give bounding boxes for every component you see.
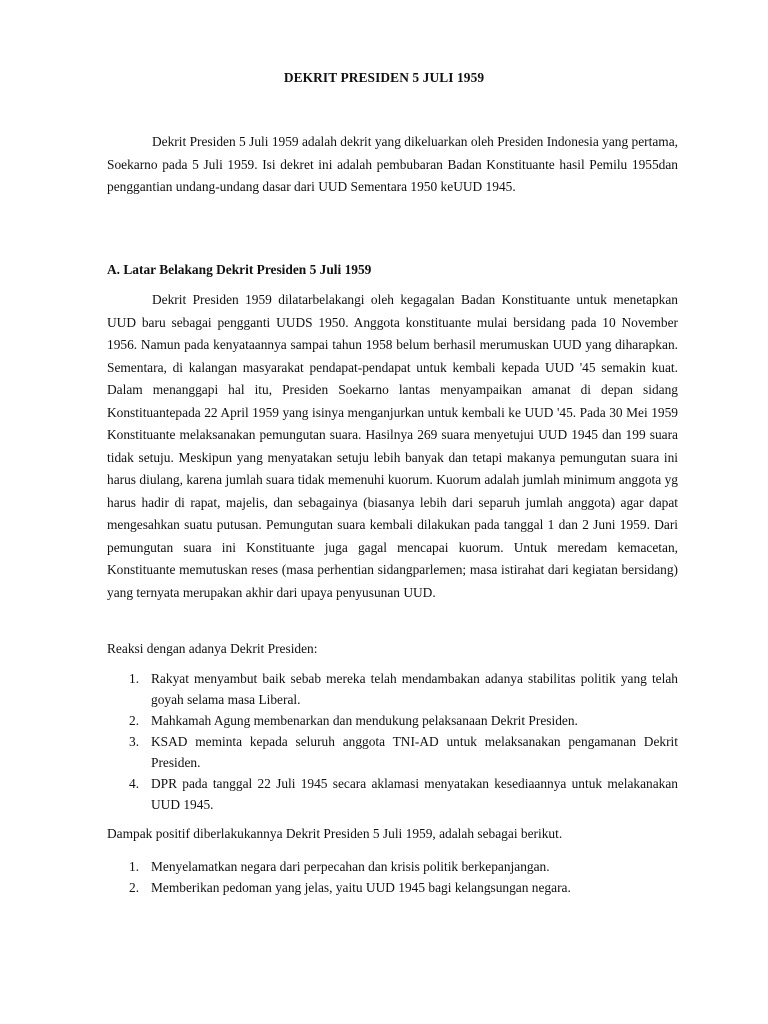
list-item-number: 4. xyxy=(129,776,140,791)
list-item-text: KSAD meminta kepada seluruh anggota TNI-AD untuk melaksanakan pengamanan Dekrit Presiden. xyxy=(151,734,678,770)
intro-paragraph: Dekrit Presiden 5 Juli 1959 adalah dekrit yang dikeluarkan oleh Presiden Indonesia yang pertama, Soekarno pada 5 Juli 1959. Isi dekret ini adalah pembubaran Badan Konstituante hasil Pemilu 1955dan penggantian undang-undang dasar dari UUD Sementara 1950 keUUD 1945. xyxy=(107,134,678,194)
section-a-heading: A. Latar Belakang Dekrit Presiden 5 Juli 1959 xyxy=(107,262,372,277)
intro-paragraph-block xyxy=(107,131,678,199)
section-a-body-block xyxy=(107,289,678,604)
list-item xyxy=(107,773,678,815)
list-item-number: 1. xyxy=(129,859,140,874)
dampak-list xyxy=(107,856,678,898)
reaksi-intro: Reaksi dengan adanya Dekrit Presiden: xyxy=(107,641,318,656)
document-title: DEKRIT PRESIDEN 5 JULI 1959 xyxy=(283,70,485,85)
section-a-paragraph: Dekrit Presiden 1959 dilatarbelakangi oleh kegagalan Badan Konstituante untuk menetapkan UUD baru sebagai pengganti UUDS 1950. Anggota konstituante mulai bersidang pada 10 November 1956. Namun pada kenyataannya sampai tahun 1958 belum berhasil merumuskan UUD yang diharapkan. Sementara, di kalangan masyarakat pendapat-pendapat untuk kembali kepada UUD '45 semakin kuat. Dalam menanggapi hal itu, Presiden Soekarno lantas menyampaikan amanat di depan sidang Konstituantepada 22 April 1959 yang isinya menganjurkan untuk kembali ke UUD '45. Pada 30 Mei 1959 Konstituante melaksanakan pemungutan suara. Hasilnya 269 suara menyetujui UUD 1945 dan 199 suara tidak setuju. Meskipun yang menyatakan setuju lebih banyak dan tetapi makanya pemungutan suara ini harus diulang, karena jumlah suara tidak memenuhi kuorum. Kuorum adalah jumlah minimum anggota yg harus hadir di rapat, majelis, dan sebagainya (biasanya lebih dari separuh jumlah anggota) agar dapat mengesahkan suatu putusan. Pemungutan suara kembali dilakukan pada tanggal 1 dan 2 Juni 1959. Dari pemungutan suara ini Konstituante juga gagal mencapai kuorum. Untuk meredam kemacetan, Konstituante memutuskan reses (masa perhentian sidangparlemen; masa istirahat dari kegiatan bersidang) yang ternyata merupakan akhir dari upaya penyusunan UUD. xyxy=(107,292,678,600)
list-item-number: 1. xyxy=(129,671,140,686)
list-item xyxy=(107,856,678,877)
list-item-text: DPR pada tanggal 22 Juli 1945 secara aklamasi menyatakan kesediaannya untuk melakanakan UUD 1945. xyxy=(151,776,678,812)
dampak-intro-block xyxy=(107,824,678,844)
reaksi-list xyxy=(107,668,678,815)
reaksi-list-block xyxy=(107,668,678,815)
dampak-list-block xyxy=(107,856,678,898)
list-item xyxy=(107,877,678,898)
list-item xyxy=(107,710,678,731)
list-item-text: Menyelamatkan negara dari perpecahan dan krisis politik berkepanjangan. xyxy=(151,859,550,874)
list-item-text: Mahkamah Agung membenarkan dan mendukung pelaksanaan Dekrit Presiden. xyxy=(151,713,578,728)
dampak-intro: Dampak positif diberlakukannya Dekrit Presiden 5 Juli 1959, adalah sebagai berikut. xyxy=(107,826,563,841)
list-item-text: Memberikan pedoman yang jelas, yaitu UUD 1945 bagi kelangsungan negara. xyxy=(151,880,571,895)
list-item-number: 3. xyxy=(129,734,140,749)
list-item xyxy=(107,731,678,773)
list-item-number: 2. xyxy=(129,713,140,728)
list-item-text: Rakyat menyambut baik sebab mereka telah mendambakan adanya stabilitas politik yang telah goyah selama masa Liberal. xyxy=(151,671,678,707)
list-item xyxy=(107,668,678,710)
list-item-number: 2. xyxy=(129,880,140,895)
reaksi-intro-block xyxy=(107,639,678,659)
